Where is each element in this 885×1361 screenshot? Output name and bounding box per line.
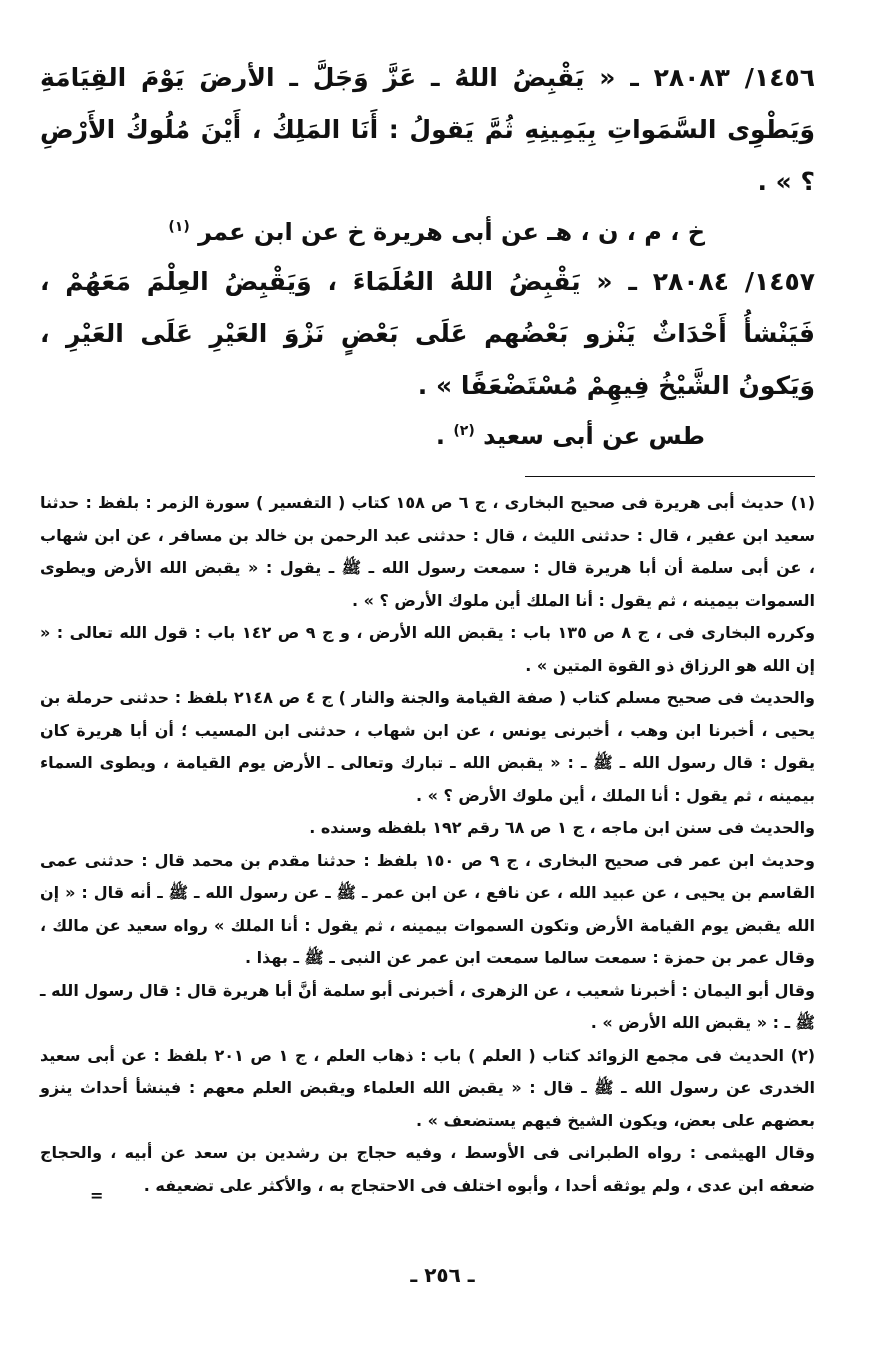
hadith-2-text: ١٤٥٧/ ٢٨٠٨٤ ـ « يَقْبِضُ اللهُ العُلَمَاءَ ، وَيَقْبِضُ العِلْمَ مَعَهُمْ ، فَيَنْشأُ أَحْدَاثٌ يَنْزو بَعْضُهم عَلَى بَعْضٍ نَزْوَ العَيْرِ عَلَى العَيْرِ ، وَيَكونُ الشَّيْخُ فِيهِمْ مُسْتَضْعَفًا » . (40, 267, 815, 400)
footnote-paragraph: (٢) الحديث فى مجمع الزوائد كتاب ( العلم ) باب : ذهاب العلم ، ج ١ ص ٢٠١ بلفظ : عن أبى سعيد الخدرى عن رسول الله ـ ﷺ ـ قال : « يقبض الله العلماء ويقبض العلم معهم : فينشأ أحداث ينزو بعضهم على بعض، ويكون الشيخ فيهم يستضعف » . (40, 1045, 816, 1130)
page-body (40, 52, 815, 1202)
hadith-1-text: ١٤٥٦/ ٢٨٠٨٣ ـ « يَقْبِضُ اللهُ ـ عَزَّ وَجَلَّ ـ الأرضَ يَوْمَ القِيَامَةِ وَيَطْوِى السَّمَواتِ بِيَمِينِهِ ثُمَّ يَقولُ : أَنَا المَلِكُ ، أَيْنَ مُلُوكُ الأَرْضِ ؟ » . (40, 63, 815, 196)
footnote-paragraph: والحديث فى صحيح مسلم كتاب ( صفة القيامة والجنة والنار ) ج ٤ ص ٢١٤٨ بلفظ : حدثنى حرملة بن يحيى ، أخبرنا ابن وهب ، أخبرنى يونس ، عن ابن شهاب ، حدثنى ابن المسيب ؛ أن أبا هريرة كان يقول : قال رسول الله ـ ﷺ ـ : « يقبض الله ـ تبارك وتعالى ـ الأرض يوم القيامة ، ويطوى السماء بيمينه ، ثم يقول : أنا الملك ، أين ملوك الأرض ؟ » . (40, 688, 816, 805)
footnotes (40, 487, 815, 1202)
hadith-1-source (40, 208, 815, 256)
hadith-1-footnote-ref[interactable]: (١) (168, 219, 190, 235)
footnote-paragraph: (١) حديث أبى هريرة فى صحيح البخارى ، ج ٦ ص ١٥٨ كتاب ( التفسير ) سورة الزمر : بلفظ : حدثنا سعيد ابن عفير ، قال : حدثنى الليث ، قال : حدثنى عبد الرحمن بن خالد بن مسافر ، عن ابن شهاب ، عن أبى سلمة أن أبا هريرة قال : سمعت رسول الله ـ ﷺ ـ يقول : « يقبض الله الأرض ويطوى السموات بيمينه ، ثم يقول : أنا الملك أين ملوك الأرض ؟ » . (40, 493, 815, 610)
footnote-paragraph: وكرره البخارى فى ، ج ٨ ص ١٣٥ باب : يقبض الله الأرض ، و ج ٩ ص ١٤٢ باب : قول الله تعالى : « إن الله هو الرزاق ذو القوة المتين » . (40, 623, 816, 675)
hadith-2-footnote-ref[interactable]: (٢) (453, 423, 475, 439)
hadith-2-source-text: طس عن أبى سعيد (483, 422, 705, 450)
footnote-paragraph: وقال الهيثمى : رواه الطبرانى فى الأوسط ، وفيه حجاج بن رشدين بن سعد عن أبيه ، والحجاج ضعفه ابن عدى ، ولم يوثقه أحدا ، وأبوه اختلف فى الاحتجاج به ، والأكثر على تضعيفه . (40, 1143, 815, 1195)
hadith-1-source-text: خ ، م ، ن ، هـ عن أبى هريرة خ عن ابن عمر (198, 218, 705, 246)
continuation-mark: = (90, 1186, 104, 1205)
hadith-2-source: طس عن أبى سعيد $^{(٢)}$ . (435, 422, 705, 450)
footnote-divider (525, 476, 815, 477)
footnote-paragraph: وقال أبو اليمان : أخبرنا شعيب ، عن الزهرى ، أخبرنى أبو سلمة أنَّ أبا هريرة قال : قال رسول الله ـ ﷺ ـ : « يقبض الله الأرض » . (40, 980, 815, 1032)
page-number: ـ ٢٥٦ ـ (410, 1263, 475, 1287)
footnote-paragraph: والحديث فى سنن ابن ماجه ، ج ١ ص ٦٨ رقم ١٩٢ بلفظه وسنده . (309, 818, 815, 837)
footnote-paragraph: وحديث ابن عمر فى صحيح البخارى ، ج ٩ ص ١٥٠ بلفظ : حدثنا مقدم بن محمد قال : حدثنى عمى القاسم بن يحيى ، عن عبيد الله ، عن نافع ، عن ابن عمر ـ ﷺ ـ عن رسول الله ـ ﷺ ـ أنه قال : « إن الله يقبض يوم القيامة الأرض وتكون السموات بيمينه ، ثم يقول : أنا الملك » رواه سعيد عن مالك ، وقال عمر بن حمزة : سمعت سالما سمعت ابن عمر عن النبى ـ ﷺ ـ بهذا . (40, 850, 816, 967)
